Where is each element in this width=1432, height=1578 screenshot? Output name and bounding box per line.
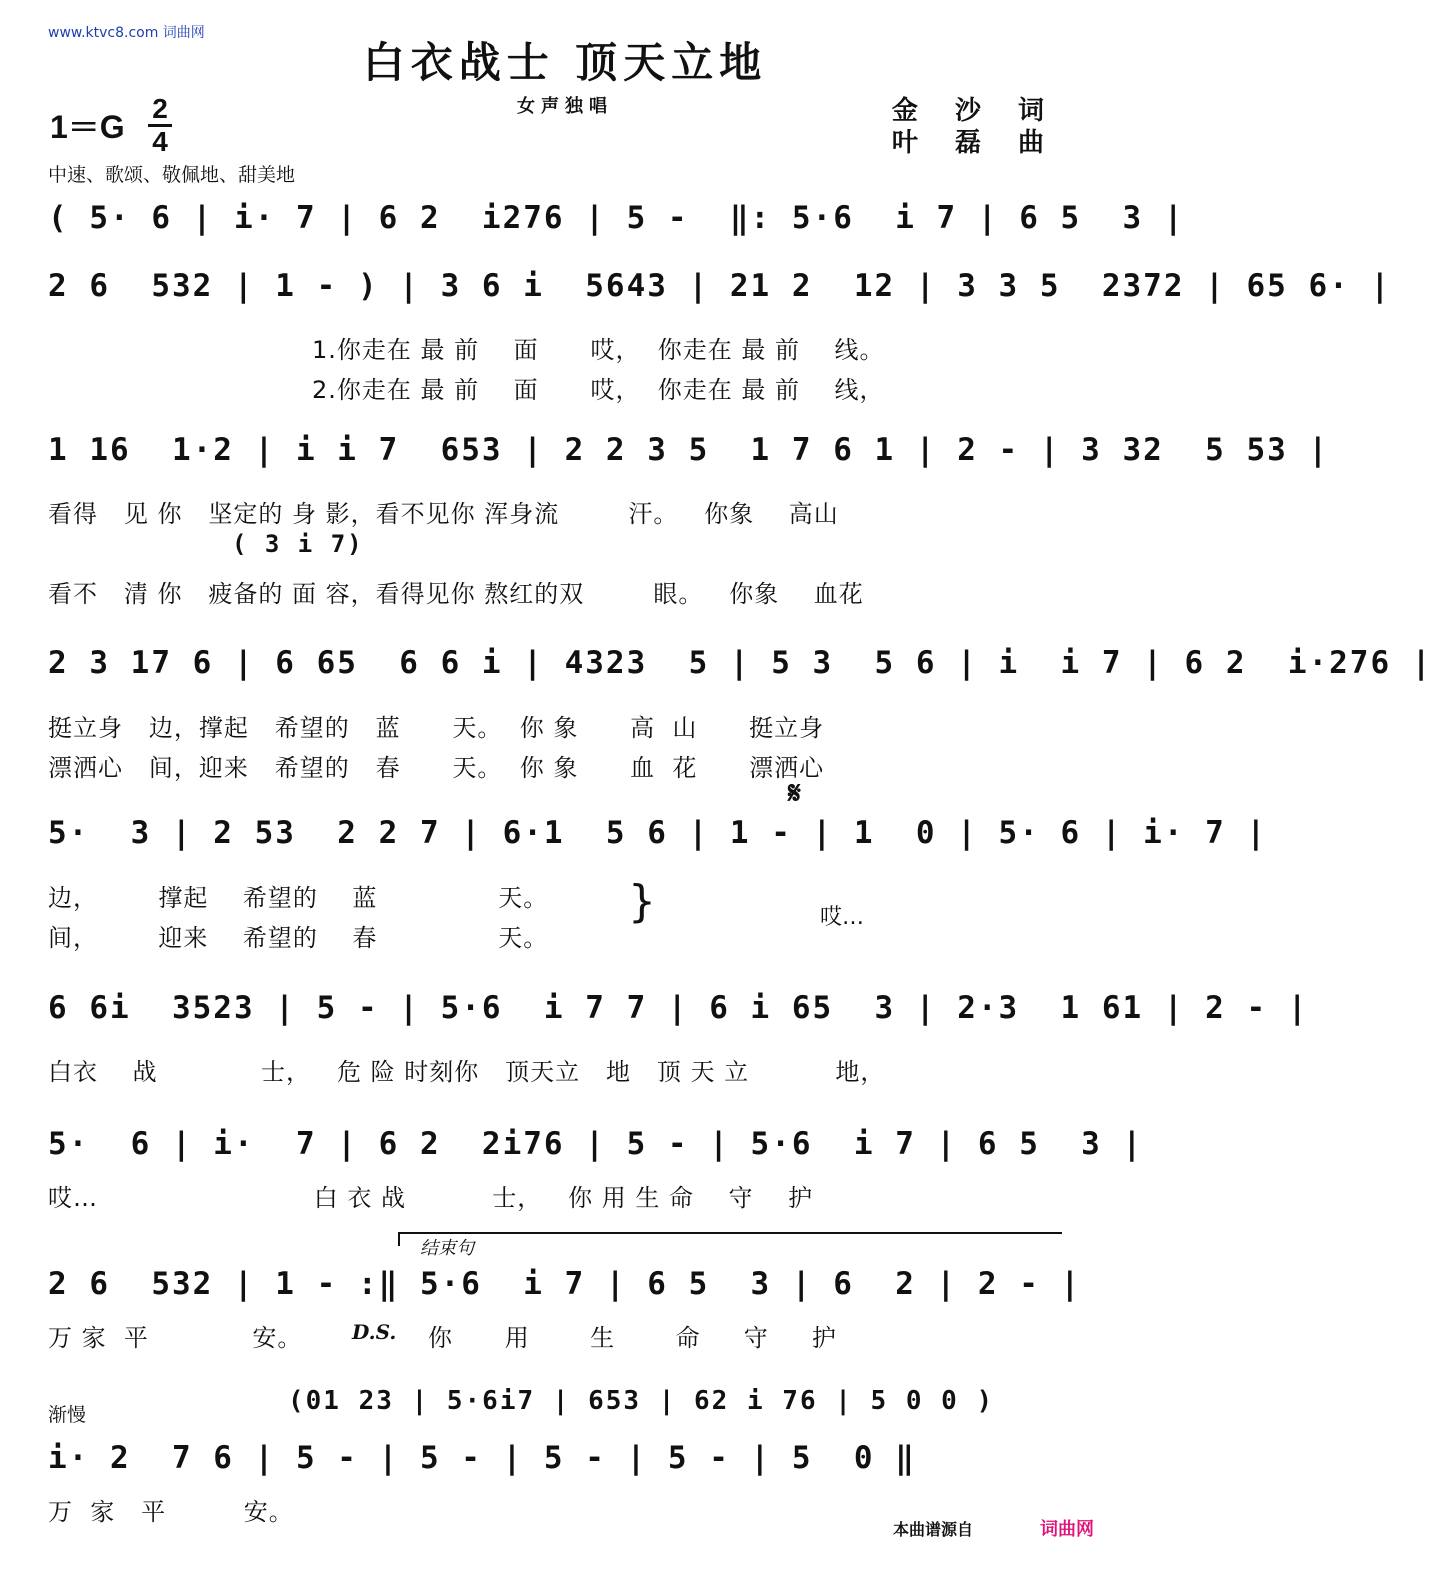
tempo-marking: 中速、歌颂、敬佩地、甜美地 — [48, 164, 296, 186]
dal-segno-mark: D.S. — [352, 1320, 397, 1344]
staff-row-6: 6 6i 3523 | 5 - | 5·6 i 7 7 | 6 i 65 3 | 2·3 1 61 | 2 - | — [48, 990, 1309, 1026]
source-note: 本曲谱源自 — [893, 1520, 974, 1539]
lyric-row-10: 万 家 平 安。 — [48, 1498, 294, 1526]
meter-top: 2 — [152, 93, 168, 124]
interjection-hai: 哎… — [820, 905, 865, 930]
time-signature — [148, 93, 172, 157]
staff-row-1: ( 5· 6 | i· 7 | 6 2 i276 | 5 - ‖: 5·6 i 7 | 6 5 3 | — [48, 200, 1185, 236]
staff-row-8: 2 6 532 | 1 - :‖ 5·6 i 7 | 6 5 3 | 6 2 | 2 - | — [48, 1266, 1082, 1302]
meter-bottom: 4 — [152, 126, 168, 157]
lyric-row-2-verse-2: 2.你走在 最 前 面 哎， 你走在 最 前 线， — [312, 376, 885, 404]
composer-credit: 叶 磊 曲 — [891, 128, 1058, 158]
ritardando-marking: 渐慢 — [48, 1404, 87, 1426]
lyric-row-8-a: 万 家 平 安。 — [48, 1324, 303, 1352]
staff-row-9-accompaniment: (01 23 | 5·6i7 | 653 | 62 i 76 | 5 0 0 ) — [288, 1386, 995, 1416]
staff-row-10: i· 2 7 6 | 5 - | 5 - | 5 - | 5 - | 5 0 ‖ — [48, 1440, 916, 1476]
key-signature: 1＝G — [50, 109, 125, 145]
song-subtitle: 女声独唱 — [517, 96, 613, 117]
lyric-row-6: 白衣 战 士， 危 险 时刻你 顶天立 地 顶 天 立 地， — [48, 1058, 886, 1086]
site-watermark[interactable]: www.ktvc8.com 词曲网 — [48, 25, 205, 41]
segno-sign: 𝄋 — [788, 776, 801, 811]
site-logo[interactable]: 词曲网 — [1040, 1519, 1094, 1540]
lyric-row-5-verse-1: 边， 撑起 希望的 蓝 天。 — [48, 884, 549, 912]
lyric-row-3-verse-2: 看不 清 你 疲备的 面 容，看得见你 熬红的双 眼。 你象 血花 — [48, 580, 864, 608]
verse-brace: } — [628, 876, 656, 927]
lyric-row-4-verse-1: 挺立身 边，撑起 希望的 蓝 天。 你 象 高 山 挺立身 — [48, 714, 825, 742]
left-watermark-strip — [4, 0, 14, 1578]
song-title: 白衣战士 顶天立地 — [362, 38, 768, 87]
staff-row-3: 1 16 1·2 | i i 7 653 | 2 2 3 5 1 7 6 1 | 2 - | 3 32 5 53 | — [48, 432, 1330, 468]
lyric-row-5-verse-2: 间， 迎来 希望的 春 天。 — [48, 924, 549, 952]
lyricist-credit: 金 沙 词 — [891, 96, 1058, 126]
right-watermark-strip — [1116, 0, 1126, 1578]
lyric-row-3-verse-1: 看得 见 你 坚定的 身 影，看不见你 浑身流 汗。 你象 高山 — [48, 500, 839, 528]
staff-row-7: 5· 6 | i· 7 | 6 2 2i76 | 5 - | 5·6 i 7 | 6 5 3 | — [48, 1126, 1144, 1162]
ending-label: 结束句 — [420, 1238, 474, 1259]
lyric-row-2-verse-1: 1.你走在 最 前 面 哎， 你走在 最 前 线。 — [312, 336, 885, 364]
staff-row-5: 5· 3 | 2 53 2 2 7 | 6·1 5 6 | 1 - | 1 0 | 5· 6 | i· 7 | — [48, 815, 1268, 851]
alternate-notes: ( 3 i 7) — [232, 530, 364, 558]
lyric-row-8-b: 你 用 生 命 守 护 — [428, 1324, 837, 1352]
lyric-row-4-verse-2: 漂洒心 间，迎来 希望的 春 天。 你 象 血 花 漂洒心 — [48, 754, 825, 782]
staff-row-4: 2 3 17 6 | 6 65 6 6 i | 4323 5 | 5 3 5 6 | i i 7 | 6 2 i·276 | — [48, 645, 1432, 681]
ending-bracket — [398, 1232, 1062, 1246]
staff-row-2: 2 6 532 | 1 - ) | 3 6 i 5643 | 21 2 12 | 3 3 5 2372 | 65 6· | — [48, 268, 1392, 304]
lyric-row-7: 哎… 白 衣 战 士， 你 用 生 命 守 护 — [48, 1184, 814, 1212]
